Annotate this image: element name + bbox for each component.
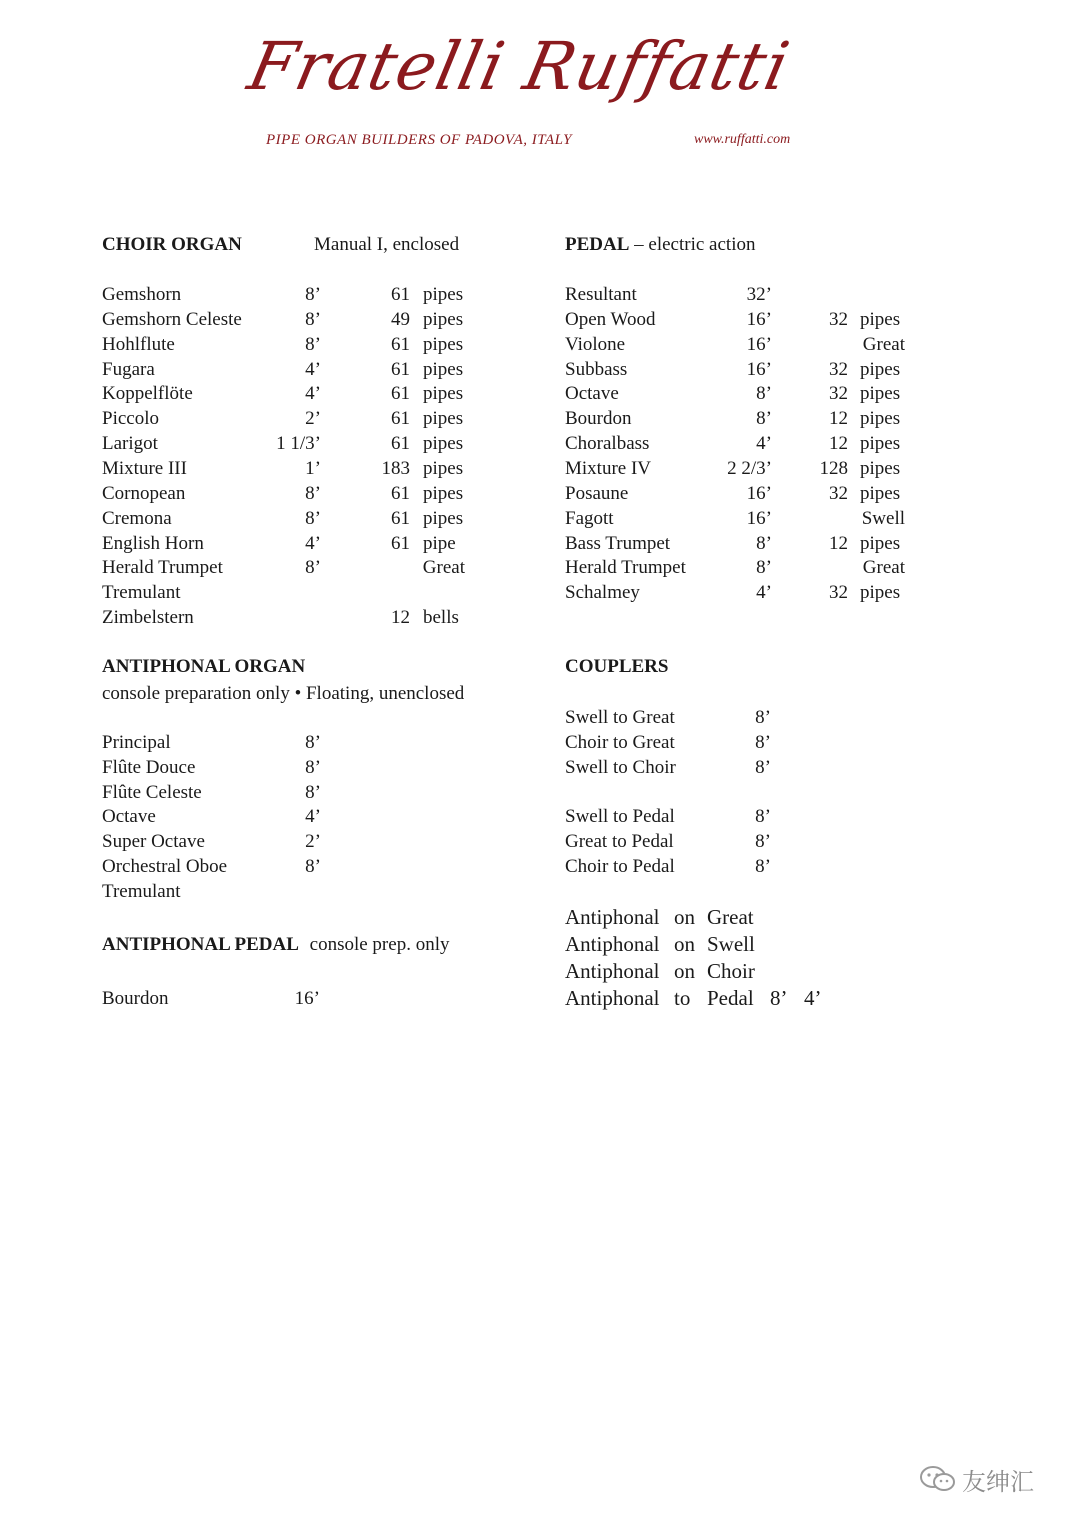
stop-unit: pipes [860,582,901,604]
coupler-pitch: 4’ [804,986,822,1010]
coupler-pitch: 8’ [755,830,771,852]
watermark-text: 友绅汇 [962,1468,1034,1496]
stop-name: Tremulant [102,582,181,604]
coupler-pitch: 8’ [755,855,771,877]
stop-count: 61 [391,408,410,430]
wechat-icon [918,1465,958,1493]
coupler-source: Antiphonal [565,905,660,929]
coupler-pitch: 8’ [755,707,771,728]
stop-name: Orchestral Oboe [102,856,228,877]
stop-name: Larigot [102,433,158,455]
stop-pitch: 16’ [746,308,772,330]
stop-pitch: 32’ [746,284,772,305]
stop-name: Herald Trumpet [102,557,223,579]
stop-unit: pipes [860,532,901,554]
stop-name: Flûte Celeste [102,781,202,803]
coupler-target: Pedal [707,986,754,1010]
stop-count: 61 [391,333,410,355]
stop-name: Subbass [565,358,628,380]
stop-unit: pipes [423,433,464,455]
stop-unit: pipes [423,358,464,380]
stop-pitch: 1 1/3’ [276,433,321,455]
stop-pitch: 8’ [305,557,321,579]
stop-unit: pipes [423,482,464,504]
logo-tagline: PIPE ORGAN BUILDERS OF PADOVA, ITALY [266,132,573,148]
stop-pitch: 8’ [756,383,772,405]
stop-name: Cornopean [102,482,186,504]
stop-name: Cremona [102,507,172,529]
stop-unit: pipes [860,482,901,504]
stop-pitch: 16’ [746,482,772,504]
stop-name: Choralbass [565,433,650,455]
stop-name: Violone [565,333,626,355]
stop-name: Hohlflute [102,333,175,355]
stop-name: Bourdon [565,408,632,430]
stop-name: Zimbelstern [102,607,194,629]
coupler-pitch: 8’ [755,756,771,778]
coupler-name: Choir to Great [565,731,675,753]
stop-unit: pipes [860,433,901,455]
coupler-target: Great [707,905,754,929]
stop-count: 32 [829,383,848,405]
stop-count: 32 [829,358,848,380]
stop-unit: pipes [860,308,901,330]
stop-name: Bourdon [102,988,169,1009]
stop-unit: pipes [423,333,464,355]
stop-pitch: 4’ [756,582,772,604]
stop-name: Open Wood [565,308,656,330]
coupler-source: Antiphonal [565,959,660,983]
stop-pitch: 2’ [305,831,321,853]
stop-unit: pipes [423,308,464,330]
stop-name: Gemshorn Celeste [102,308,242,330]
stop-count: 12 [391,607,410,629]
stop-count: 32 [829,582,848,604]
pedal-heading [565,235,755,255]
stop-unit: pipes [423,408,464,430]
stop-name: Resultant [565,284,637,305]
stop-count: 61 [391,433,410,455]
stop-name: Mixture IV [565,457,652,479]
coupler-name: Swell to Choir [565,756,676,778]
antiphonal-pedal-heading [102,935,449,955]
stop-source: Great [862,333,905,355]
stop-pitch: 4’ [305,532,321,554]
couplers-title: COUPLERS [565,656,669,677]
coupler-name: Swell to Great [565,707,675,728]
stop-pitch: 8’ [305,856,321,877]
stop-name: Flûte Douce [102,756,196,778]
coupler-connector: on [674,905,695,929]
stop-name: Koppelflöte [102,383,193,405]
stop-pitch: 16’ [294,988,320,1009]
stop-unit: pipes [423,284,464,305]
coupler-source: Antiphonal [565,986,660,1010]
stop-name: Super Octave [102,831,205,853]
coupler-target: Swell [707,932,755,956]
stop-pitch: 4’ [756,433,772,455]
stop-pitch: 8’ [305,308,321,330]
stop-count: 61 [391,507,410,529]
stop-unit: pipes [423,383,464,405]
stop-unit: pipes [860,457,901,479]
stop-pitch: 4’ [305,383,321,405]
stop-pitch: 16’ [746,358,772,380]
choir-title: CHOIR ORGAN [102,234,242,255]
stop-pitch: 8’ [305,756,321,778]
logo-url: www.ruffatti.com [694,132,791,147]
stop-count: 61 [391,532,410,554]
antiphonal-subtitle: console preparation only • Floating, unenclosed [102,683,465,704]
stop-unit: pipes [423,507,464,529]
coupler-pitch: 8’ [755,731,771,753]
stop-count: 12 [829,532,848,554]
coupler-name: Great to Pedal [565,830,674,852]
stop-pitch: 1’ [305,457,321,479]
stop-count: 128 [819,457,848,479]
coupler-pitch: 8’ [770,986,788,1010]
coupler-connector: to [674,986,691,1010]
stop-count: 32 [829,482,848,504]
choir-subtitle: Manual I, enclosed [314,234,460,255]
antiphonal-pedal-title: ANTIPHONAL PEDAL [102,934,299,955]
stop-count: 61 [391,284,410,305]
stop-pitch: 16’ [746,507,772,529]
stop-name: Octave [102,806,156,828]
stop-pitch: 8’ [305,732,321,753]
stop-name: Schalmey [565,582,640,604]
stop-unit: pipes [860,383,901,405]
stop-name: Bass Trumpet [565,532,671,554]
stop-unit: pipe [423,532,456,554]
stop-unit: pipes [860,408,901,430]
stop-pitch: 8’ [756,532,772,554]
coupler-pitch: 8’ [755,806,771,827]
stop-pitch: 4’ [305,806,321,828]
stop-name: Piccolo [102,408,159,430]
pedal-title: PEDAL [565,234,630,255]
stop-name: Gemshorn [102,284,182,305]
stop-pitch: 8’ [305,482,321,504]
logo-script: Fratelli Ruffatti [241,28,797,105]
stop-pitch: 16’ [746,333,772,355]
stop-unit: bells [423,607,459,629]
stop-count: 61 [391,358,410,380]
stop-pitch: 4’ [305,358,321,380]
stop-name: Herald Trumpet [565,557,686,579]
stop-pitch: 8’ [756,408,772,430]
coupler-name: Swell to Pedal [565,806,675,827]
coupler-connector: on [674,959,695,983]
stop-count: 183 [381,457,410,479]
stop-count: 61 [391,383,410,405]
stop-pitch: 2 2/3’ [727,457,772,479]
stop-name: Posaune [565,482,629,504]
stop-count: 61 [391,482,410,504]
stop-name: Fagott [565,507,614,529]
stop-name: English Horn [102,532,204,554]
stop-name: Mixture III [102,457,187,479]
stop-name: Octave [565,383,619,405]
stop-pitch: 8’ [756,557,772,579]
coupler-source: Antiphonal [565,932,660,956]
stop-pitch: 8’ [305,284,321,305]
stop-count: 12 [829,433,848,455]
stop-pitch: 8’ [305,333,321,355]
coupler-name: Choir to Pedal [565,855,675,877]
stop-unit: pipes [860,358,901,380]
stop-name: Tremulant [102,880,181,902]
stop-count: 49 [391,308,410,330]
stop-source: Great [422,557,465,579]
stop-count: 32 [829,308,848,330]
coupler-target: Choir [707,959,755,983]
stop-count: 12 [829,408,848,430]
antiphonal-pedal-subtitle: console prep. only [309,934,450,955]
coupler-connector: on [674,932,695,956]
stop-pitch: 8’ [305,781,321,803]
stop-source: Swell [861,507,905,529]
stop-pitch: 2’ [305,408,321,430]
stop-name: Principal [102,732,171,753]
stop-pitch: 8’ [305,507,321,529]
stop-source: Great [862,557,905,579]
stop-unit: pipes [423,457,464,479]
antiphonal-title: ANTIPHONAL ORGAN [102,656,306,677]
stop-name: Fugara [102,358,155,380]
logo [241,28,840,158]
pedal-subtitle: – electric action [634,234,756,255]
